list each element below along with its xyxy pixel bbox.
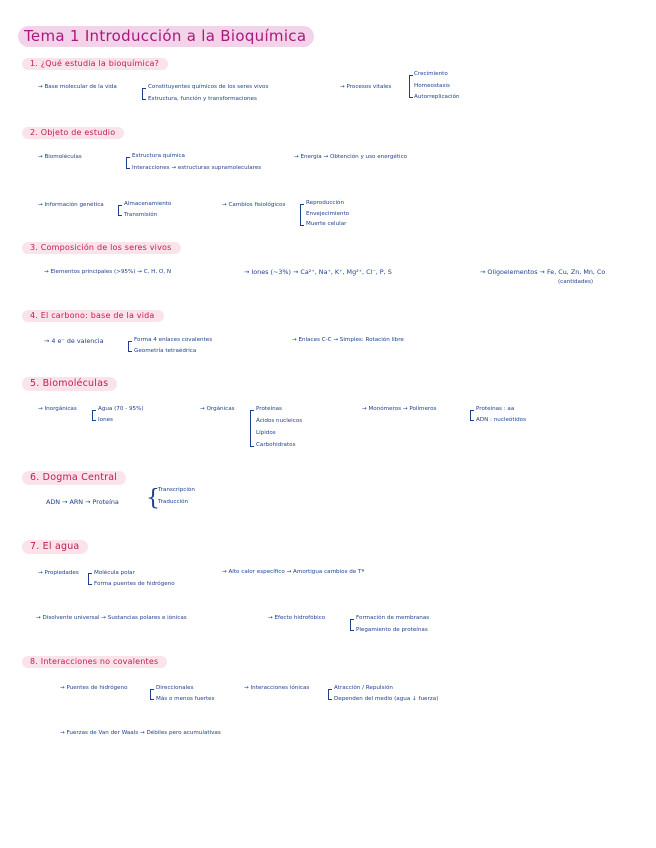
- s2-info1: Almacenamiento: [124, 201, 172, 207]
- s5-monomeros: → Monómeros → Polímeros: [362, 406, 437, 412]
- s4-v2: Geometría tetraédrica: [134, 348, 197, 354]
- s7-propiedades: → Propiedades: [38, 570, 79, 576]
- s7-prop-bracket: [88, 573, 89, 585]
- s7-disolvente: → Disolvente universal → Sustancias polares e iónicas: [36, 615, 187, 621]
- s8-ionicas-bracket: [328, 689, 329, 700]
- s5-o4: Carbohidratos: [256, 442, 296, 448]
- s2-bio1: Estructura química: [132, 153, 185, 159]
- section-4-heading: 4. El carbono: base de la vida: [22, 310, 164, 322]
- s3-elementos: → Elementos principales (>95%) → C, H, O, N: [44, 269, 172, 275]
- s5-in2: Iones: [98, 417, 113, 423]
- s7-pr2: Forma puentes de hidrógeno: [94, 581, 175, 587]
- s2-c1: Reproducción: [306, 200, 344, 206]
- s2-energia: → Energía → Obtención y uso energético: [294, 154, 408, 160]
- s5-m2: ADN : nucleótidos: [476, 417, 526, 423]
- s1-bracket: [142, 88, 143, 100]
- s8-vdw: → Fuerzas de Van der Waals → Débiles pero acumulativas: [60, 730, 221, 736]
- s1-p2: Homeostasis: [414, 83, 450, 89]
- s5-mono-bracket: [470, 410, 471, 421]
- s2-cambios: → Cambios fisiológicos: [222, 202, 286, 208]
- s7-hidro-bracket: [350, 619, 351, 631]
- s5-in1: Agua (70 - 95%): [98, 406, 144, 412]
- s8-puentes: → Puentes de hidrógeno: [60, 685, 128, 691]
- s5-organicas: → Orgánicas: [200, 406, 235, 412]
- s6-curly-brace: {: [146, 486, 160, 511]
- s1-proc-bracket: [409, 75, 410, 98]
- s1-b1: Constituyentes químicos de los seres vivos: [148, 84, 269, 90]
- s5-inorganicas: → Inorgánicas: [38, 406, 77, 412]
- s1-b2: Estructura, función y transformaciones: [148, 96, 257, 102]
- s8-pu1: Direccionales: [156, 685, 194, 691]
- s7-calor: → Alto calor específico → Amortigua cambios de Tª: [222, 569, 365, 575]
- s6-f1: Transcripción: [158, 487, 195, 493]
- s4-v1: Forma 4 enlaces covalentes: [134, 337, 213, 343]
- s8-ionicas: → Interacciones iónicas: [244, 685, 310, 691]
- section-8-heading: 8. Interacciones no covalentes: [22, 656, 167, 668]
- s7-h2: Plegamiento de proteínas: [356, 627, 428, 633]
- s8-pu2: Más o menos fuertes: [156, 696, 215, 702]
- s2-bio-bracket: [126, 157, 127, 169]
- section-6-heading: 6. Dogma Central: [22, 471, 126, 485]
- s7-h1: Formación de membranas: [356, 615, 430, 621]
- s8-puentes-bracket: [150, 689, 151, 700]
- s2-bio: → Biomoléculas: [38, 154, 82, 160]
- s4-bracket: [128, 341, 129, 352]
- s5-m1: Proteínas : aa: [476, 406, 515, 412]
- s1-base: → Base molecular de la vida: [38, 84, 117, 90]
- s8-io1: Atracción / Repulsión: [334, 685, 393, 691]
- s1-p1: Crecimiento: [414, 71, 448, 77]
- s4-valencia: → 4 e⁻ de valencia: [44, 337, 104, 345]
- s2-info-bracket: [118, 205, 119, 216]
- s3-iones: → Iones (~3%) → Ca²⁺, Na⁺, K⁺, Mg²⁺, Cl⁻, P, S: [244, 268, 392, 276]
- s3-oligo: → Oligoelementos → Fe, Cu, Zn, Mn, Co: [480, 268, 606, 276]
- s7-pr1: Molécula polar: [94, 570, 135, 576]
- s8-io2: Dependen del medio (agua ↓ fuerza): [334, 696, 439, 702]
- page-title: Tema 1 Introducción a la Bioquímica: [18, 26, 314, 47]
- s6-flow: ADN → ARN → Proteína: [46, 498, 119, 506]
- s3-oligo-note: (cantidades): [558, 279, 594, 285]
- s4-enlaces: → Enlaces C-C → Simples: Rotación libre: [292, 337, 404, 343]
- section-3-heading: 3. Composición de los seres vivos: [22, 242, 181, 254]
- section-5-heading: 5. Biomoléculas: [22, 377, 117, 391]
- section-7-heading: 7. El agua: [22, 540, 88, 554]
- s2-info: → Información genética: [38, 202, 104, 208]
- s2-c2: Envejecimiento: [306, 211, 350, 217]
- s2-info2: Transmisión: [124, 212, 158, 218]
- s2-cambios-bracket: [300, 204, 301, 226]
- s5-o1: Proteínas: [256, 406, 282, 412]
- s5-o2: Ácidos nucleicos: [256, 418, 303, 424]
- s5-org-bracket: [250, 410, 251, 447]
- s1-proc: → Procesos vitales: [340, 84, 392, 90]
- section-2-heading: 2. Objeto de estudio: [22, 127, 124, 139]
- s2-c3: Muerte celular: [306, 221, 347, 227]
- s2-bio2: Interacciones → estructuras supramoleculares: [132, 165, 262, 171]
- section-1-heading: 1. ¿Qué estudia la bioquímica?: [22, 58, 168, 70]
- s7-hidrofobico: → Efecto hidrofóbico: [268, 615, 326, 621]
- s6-f2: Traducción: [158, 499, 189, 505]
- s5-o3: Lípidos: [256, 430, 276, 436]
- s1-p3: Autorreplicación: [414, 94, 460, 100]
- s5-inorg-bracket: [92, 410, 93, 421]
